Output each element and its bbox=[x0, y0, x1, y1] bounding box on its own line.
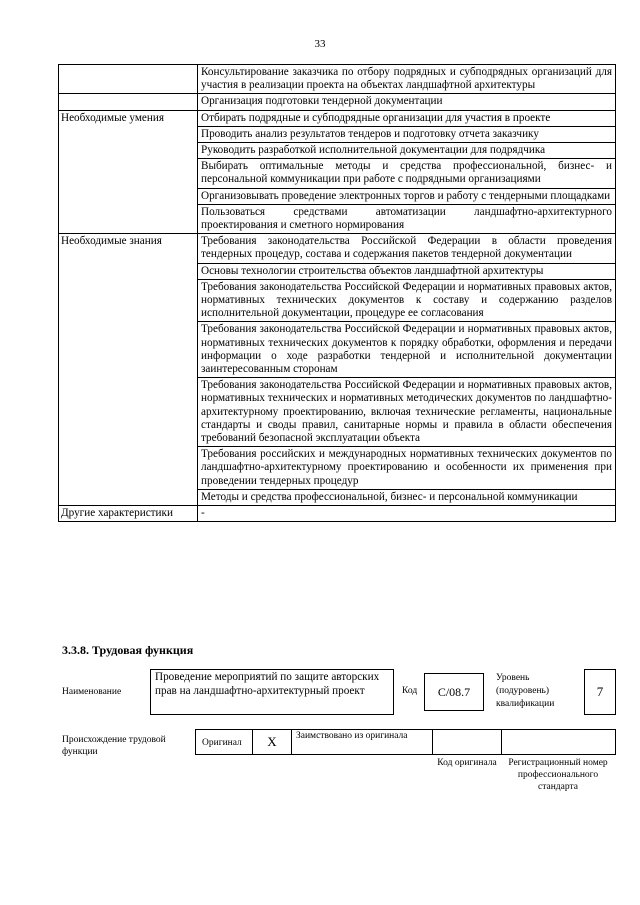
table-row bbox=[59, 506, 616, 522]
code-label: Код bbox=[402, 686, 418, 696]
skill-item: Руководить разработкой исполнительной документации для подрядчика bbox=[198, 143, 616, 159]
origin-label: Происхождение трудовой функции bbox=[62, 735, 166, 757]
empty-label-cell bbox=[59, 94, 198, 110]
reg-number-caption: Регистрационный номер профессионального стандарта bbox=[508, 758, 608, 792]
name-value: Проведение мероприятий по защите авторских прав на ландшафтно-архитектурный проект bbox=[150, 669, 394, 715]
continuation-cell: Организация подготовки тендерной документации bbox=[198, 94, 616, 110]
level-value: 7 bbox=[584, 669, 616, 715]
borrowed-cell bbox=[291, 729, 433, 755]
skill-item: Отбирать подрядные и субподрядные организации для участия в проекте bbox=[198, 110, 616, 126]
knowledge-label: Необходимые знания bbox=[59, 234, 198, 506]
section-title: 3.3.8. Трудовая функция bbox=[62, 643, 194, 657]
code-value: С/08.7 bbox=[424, 673, 484, 711]
original-mark: Х bbox=[252, 729, 292, 755]
table-row bbox=[59, 234, 616, 263]
skill-item: Пользоваться средствами автоматизации ландшафтно-архитектурного проектирования и сметного нормирования bbox=[198, 204, 616, 233]
skill-item: Выбирать оптимальные методы и средства профессиональной, бизнес- и персональной коммуникации при работе с подрядными организациями bbox=[198, 159, 616, 188]
knowledge-item: Требования законодательства Российской Федерации и нормативных правовых актов, нормативных технических документов к составу и содержанию разделов исполнительной документации, процедуре ее согласования bbox=[198, 279, 616, 322]
original-label: Оригинал bbox=[202, 738, 242, 748]
continuation-cell: Консультирование заказчика по отбору подрядных и субподрядных организаций для участия в реализации проекта на объектах ландшафтной архитектуры bbox=[198, 65, 616, 94]
knowledge-item: Основы технологии строительства объектов ландшафтной архитектуры bbox=[198, 263, 616, 279]
origin-code-cell bbox=[432, 729, 502, 755]
borrowed-label: Заимствовано из оригинала bbox=[296, 731, 408, 741]
skills-label: Необходимые умения bbox=[59, 110, 198, 234]
other-value: - bbox=[198, 506, 616, 522]
table-row bbox=[59, 65, 616, 94]
other-label: Другие характеристики bbox=[59, 506, 198, 522]
name-label: Наименование bbox=[62, 687, 122, 697]
knowledge-item: Методы и средства профессиональной, бизнес- и персональной коммуникации bbox=[198, 489, 616, 505]
knowledge-item: Требования законодательства Российской Федерации в области проведения тендерных процедур, состава и содержания пакетов тендерной документации bbox=[198, 234, 616, 263]
table-row bbox=[59, 110, 616, 126]
origin-code-caption: Код оригинала bbox=[437, 758, 497, 768]
empty-label-cell bbox=[59, 65, 198, 94]
reg-number-cell bbox=[501, 729, 616, 755]
knowledge-item: Требования законодательства Российской Федерации и нормативных правовых актов, нормативных технических и нормативных методических документов по ландшафтно-архитектурному проектированию, включая технические регламенты, национальные стандарты и своды правил, санитарные нормы и правила в области обеспечения требований безопасной эксплуатации объекта bbox=[198, 378, 616, 447]
requirements-table bbox=[58, 64, 616, 522]
skill-item: Организовывать проведение электронных торгов и работу с тендерными площадками bbox=[198, 188, 616, 204]
page-number: 33 bbox=[314, 38, 326, 50]
knowledge-item: Требования российских и международных нормативных технических документов по ландшафтно-архитектурному проектированию и особенности их применения при проведении тендерных процедур bbox=[198, 447, 616, 490]
knowledge-item: Требования законодательства Российской Федерации и нормативных правовых актов, нормативных технических документов к порядку обработки, оформления и передачи информации о ходе разработки тендерной и исполнительной документации заинтересованным сторонам bbox=[198, 322, 616, 378]
table-row bbox=[59, 94, 616, 110]
skill-item: Проводить анализ результатов тендеров и подготовку отчета заказчику bbox=[198, 126, 616, 142]
origin-row bbox=[195, 729, 616, 755]
level-label: Уровень (подуровень) квалификации bbox=[496, 673, 555, 709]
original-label-cell bbox=[195, 729, 253, 755]
